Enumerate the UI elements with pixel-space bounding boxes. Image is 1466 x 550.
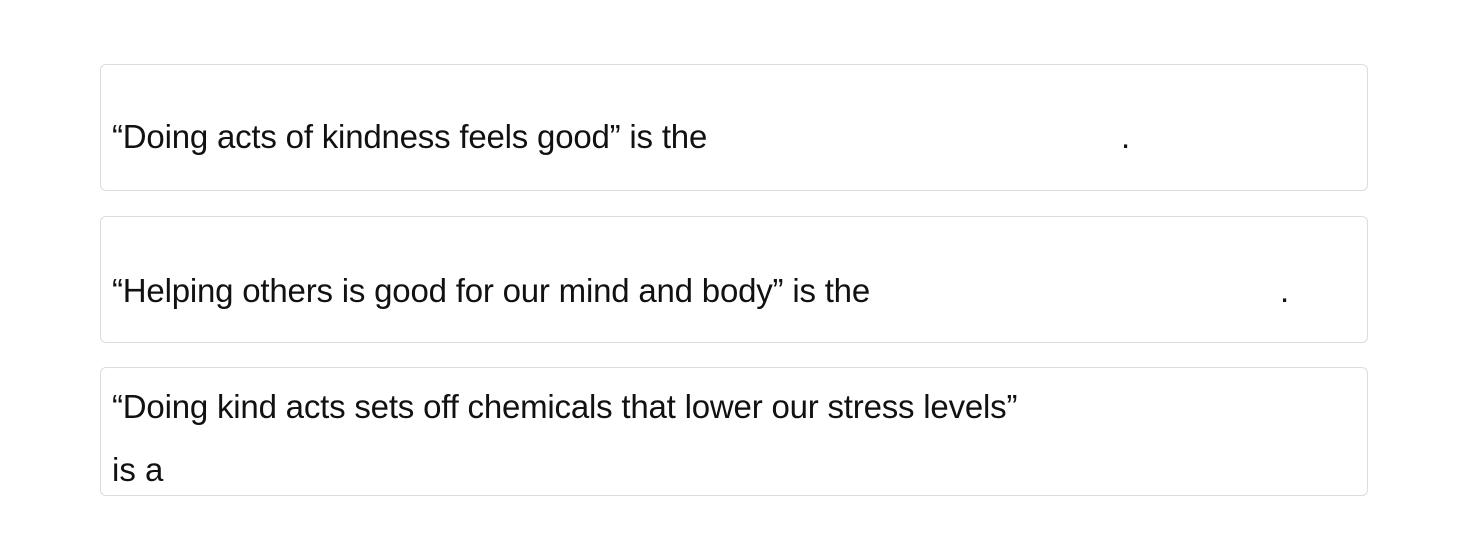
question-card-1 [100, 64, 1368, 191]
question-3-text-line-2: is a [112, 451, 164, 488]
question-1-answer-blank[interactable] [716, 112, 1112, 148]
question-2-text: “Helping others is good for our mind and body” is the [112, 272, 870, 309]
question-1-prompt [112, 112, 1130, 157]
question-card-2 [100, 216, 1368, 343]
question-2-period: . [1279, 272, 1289, 309]
question-3-text-line-1: “Doing kind acts sets off chemicals that lower our stress levels” [112, 388, 1018, 425]
question-card-3 [100, 367, 1368, 496]
question-3-prompt-line-2 [112, 445, 573, 490]
question-2-prompt [112, 266, 1289, 311]
question-2-answer-blank[interactable] [879, 266, 1271, 302]
question-1-period: . [1121, 118, 1130, 155]
question-3-answer-blank[interactable] [173, 445, 573, 481]
question-1-text: “Doing acts of kindness feels good” is the [112, 118, 708, 155]
